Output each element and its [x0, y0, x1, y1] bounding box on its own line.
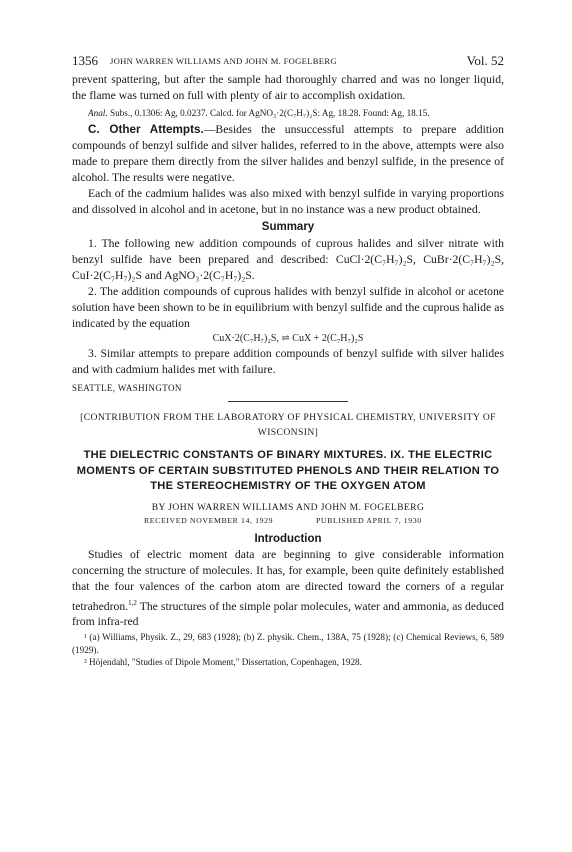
running-header [72, 52, 504, 70]
location-signoff: SEATTLE, WASHINGTON [72, 383, 182, 393]
header-authors: JOHN WARREN WILLIAMS AND JOHN M. FOGELBERG [110, 56, 337, 66]
paragraph-oxidation: prevent spattering, but after the sample had thoroughly charred and was no longer liquid, the flame was turned on full with plenty of air to accomplish oxidation. [72, 73, 504, 102]
analysis-values: Subs., 0.1306: Ag, 0.0237. Calcd. for AgNO₃·2(C₇H₇)₂S: Ag, 18.28. Found: Ag, 18.15. [109, 108, 430, 118]
summary-heading: Summary [261, 221, 315, 233]
analysis-label: Anal. [88, 108, 108, 118]
introduction-text-b: The structures of the simple polar molecules, water and ammonia, as deduced from infra-red [72, 599, 504, 629]
introduction-paragraph [72, 547, 504, 631]
equilibrium-equation: CuX·2(C₇H₇)₂S, ⇌ CuX + 2(C₇H₇)₂S [212, 333, 364, 344]
article-byline: BY JOHN WARREN WILLIAMS AND JOHN M. FOGELBERG [151, 501, 425, 513]
paragraph-cadmium: Each of the cadmium halides was also mixed with benzyl sulfide in varying proportions and dissolved in alcohol and in acetone, but in no instance was a new product obtained. [72, 187, 504, 216]
footnote-ref: 1,2 [128, 598, 137, 607]
received-date: RECEIVED NOVEMBER 14, 1929 [144, 515, 274, 525]
section-c-text: —Besides the unsuccessful attempts to prepare addition compounds of benzyl sulfide and silver halides, referred to in the above, attempts were also made to prepare them directly from the silver halides and benzyl sulfide, in the presence of alcohol. The results were negative. [72, 123, 504, 184]
footnote-2: ² Höjendahl, "Studies of Dipole Moment," Dissertation, Copenhagen, 1928. [84, 657, 362, 668]
footnote-1: ¹ (a) Williams, Physik. Z., 29, 683 (1928); (b) Z. physik. Chem., 138A, 75 (1928); (c) Chemical Reviews, 6, 589 (1929). [72, 632, 504, 655]
article-title: THE DIELECTRIC CONSTANTS OF BINARY MIXTURES. IX. THE ELECTRIC MOMENTS OF CERTAIN SUBSTITUTED PHENOLS AND THEIR RELATION TO THE STEREOCHEMISTRY OF THE OXYGEN ATOM [76, 449, 500, 492]
introduction-heading: Introduction [254, 532, 322, 545]
analysis-line [72, 107, 504, 119]
page-number: 1356 [72, 53, 98, 68]
contribution-note: [CONTRIBUTION FROM THE LABORATORY OF PHYSICAL CHEMISTRY, UNIVERSITY OF WISCONSIN] [80, 412, 496, 438]
summary-item-2: 2. The addition compounds of cuprous halides with benzyl sulfide in alcohol or acetone solution have been shown to be in equilibrium with benzyl sulfide and the cuprous halide as indicated by the equation [72, 285, 504, 330]
summary-item-3: 3. Similar attempts to prepare addition compounds of benzyl sulfide with silver halides and with cadmium halides met with failure. [72, 347, 504, 376]
summary-item-1: 1. The following new addition compounds of cuprous halides and silver nitrate with benzyl sulfide have been prepared and described: CuCl·2(C₇H₇)₂S, CuBr·2(C₇H₇)₂S, CuI·2(C₇H₇)₂S and AgNO₃·2(C₇H₇)₂S. [72, 237, 504, 282]
introduction-text-a: Studies of electric moment data are beginning to give considerable information concerning the structure of molecules. It has, for example, been quite definitely established that the four valences of the carbon atom are directed toward the corners of a regular tetrahedron. [72, 547, 504, 613]
paragraph-other-attempts [72, 122, 504, 186]
volume-label: Vol. 52 [466, 53, 504, 68]
section-c-heading: C. Other Attempts. [88, 123, 204, 136]
journal-page [72, 52, 504, 669]
published-date: PUBLISHED APRIL 7, 1930 [316, 515, 422, 525]
section-divider [228, 401, 348, 402]
article-dates [72, 515, 504, 527]
